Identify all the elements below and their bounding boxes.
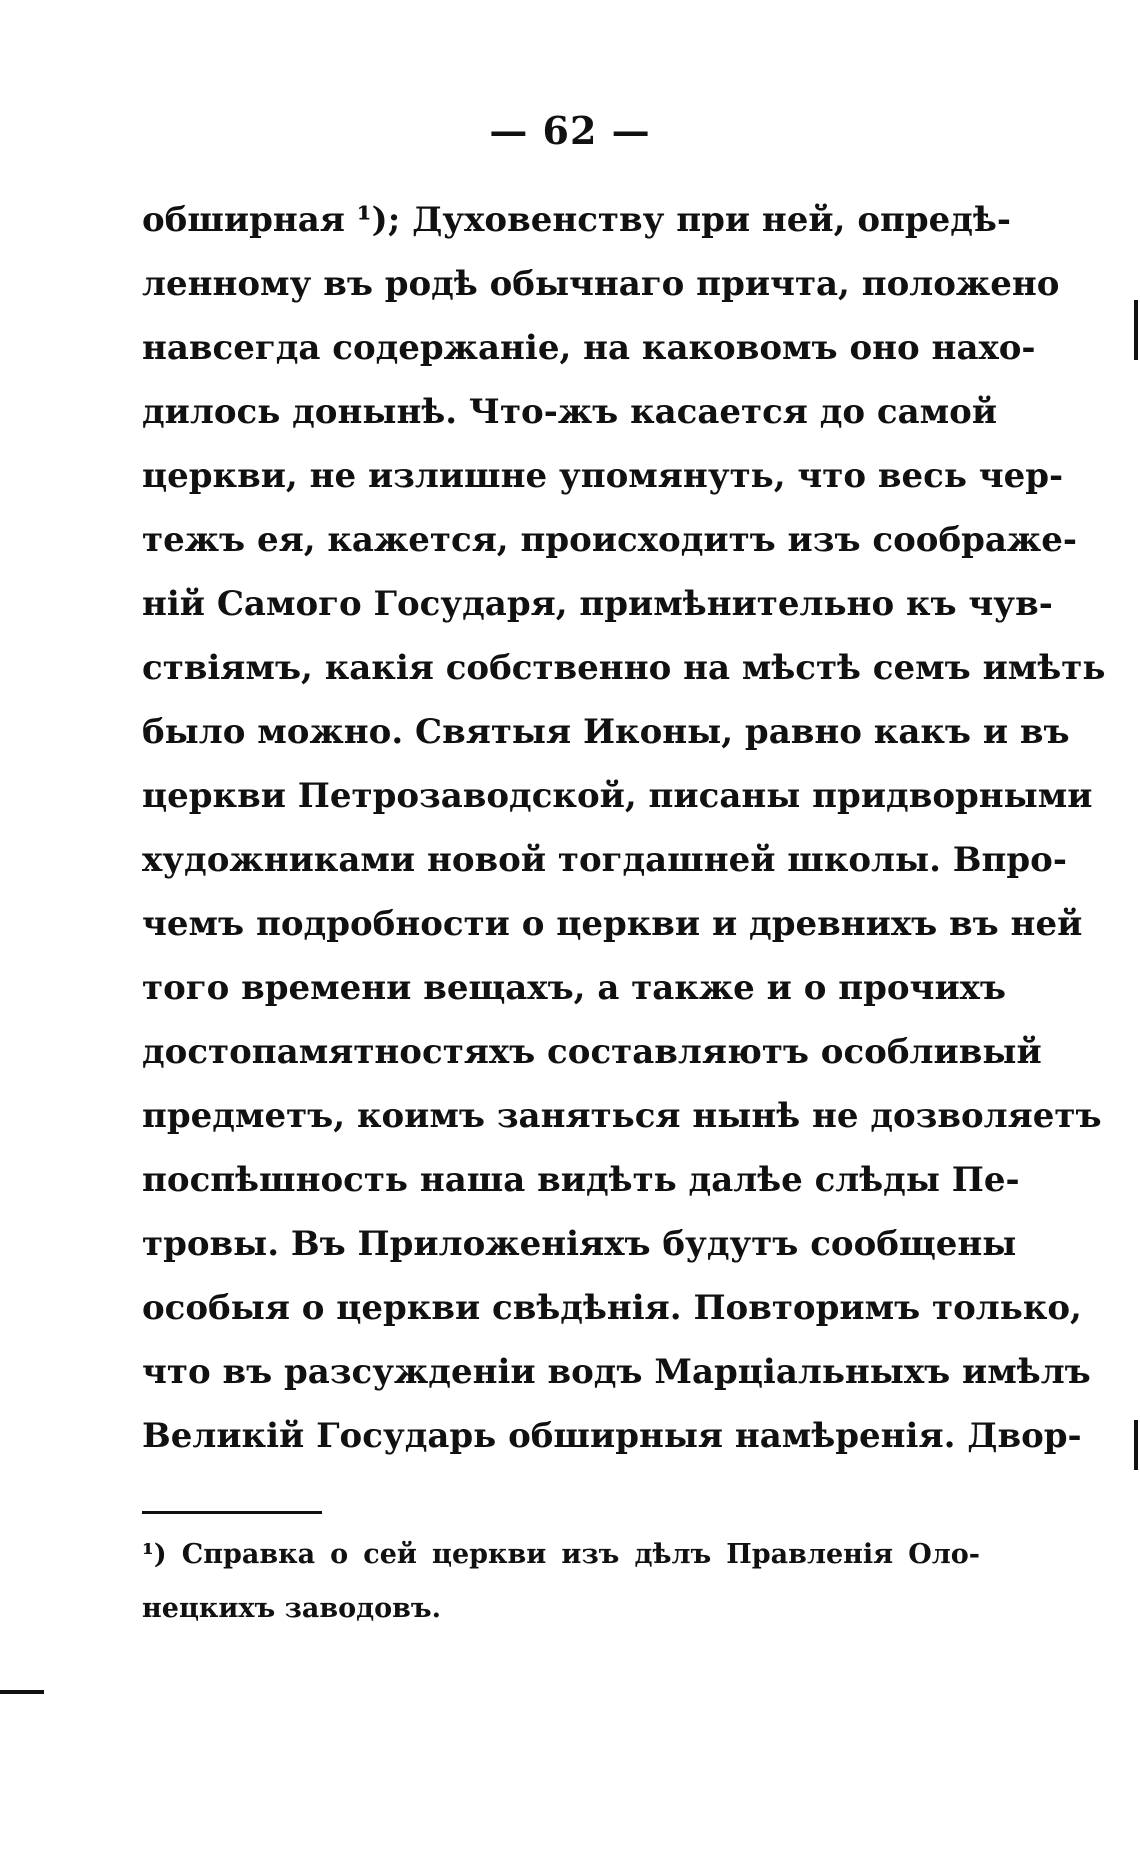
text-line: предметъ, коимъ заняться нынѣ не дозволяетъ — [142, 1096, 1102, 1136]
footnote-divider — [142, 1511, 322, 1514]
text-line: того времени вещахъ, а также и о прочихъ — [142, 968, 1007, 1008]
text-line: чемъ подробности о церкви и древнихъ въ ней — [142, 904, 1083, 944]
text-line: церкви, не излишне упомянуть, что весь чер- — [142, 456, 1064, 496]
text-line: достопамятностяхъ составляютъ особливый — [142, 1032, 1042, 1072]
text-line: Великій Государь обширныя намѣренія. Двор- — [142, 1416, 1082, 1456]
scan-edge-mark — [1134, 1420, 1138, 1470]
text-line: ленному въ родѣ обычнаго причта, положено — [142, 264, 1060, 304]
text-line: церкви Петрозаводской, писаны придворными — [142, 776, 1093, 816]
footnote-line: нецкихъ заводовъ. — [142, 1593, 441, 1624]
text-line: что въ разсужденіи водъ Марціальныхъ имѣлъ — [142, 1352, 1091, 1392]
text-line: навсегда содержаніе, на каковомъ оно нахо- — [142, 328, 1036, 368]
text-line: было можно. Святыя Иконы, равно какъ и въ — [142, 712, 1070, 752]
scan-edge-mark — [0, 1690, 44, 1694]
text-line: дилось донынѣ. Что-жъ касается до самой — [142, 392, 998, 432]
scan-edge-mark — [1134, 300, 1138, 360]
footnote — [142, 1528, 980, 1636]
text-line: тровы. Въ Приложеніяхъ будутъ сообщены — [142, 1224, 1017, 1264]
text-line: ній Самого Государя, примѣнительно къ чув- — [142, 584, 1053, 624]
text-line: поспѣшность наша видѣть далѣе слѣды Пе- — [142, 1160, 1020, 1200]
page-number: — 62 — — [489, 108, 651, 153]
body-text — [142, 188, 1106, 1468]
text-line: художниками новой тогдашней школы. Впро- — [142, 840, 1067, 880]
text-line: обширная ¹); Духовенству при ней, опредѣ- — [142, 200, 1011, 240]
footnote-line: ¹) Справка о сей церкви изъ дѣлъ Правленія Оло- — [142, 1539, 980, 1570]
text-line: особыя о церкви свѣдѣнія. Повторимъ только, — [142, 1288, 1082, 1328]
text-line: тежъ ея, кажется, происходитъ изъ соображе- — [142, 520, 1077, 560]
text-line: ствіямъ, какія собственно на мѣстѣ семъ имѣть — [142, 648, 1106, 688]
